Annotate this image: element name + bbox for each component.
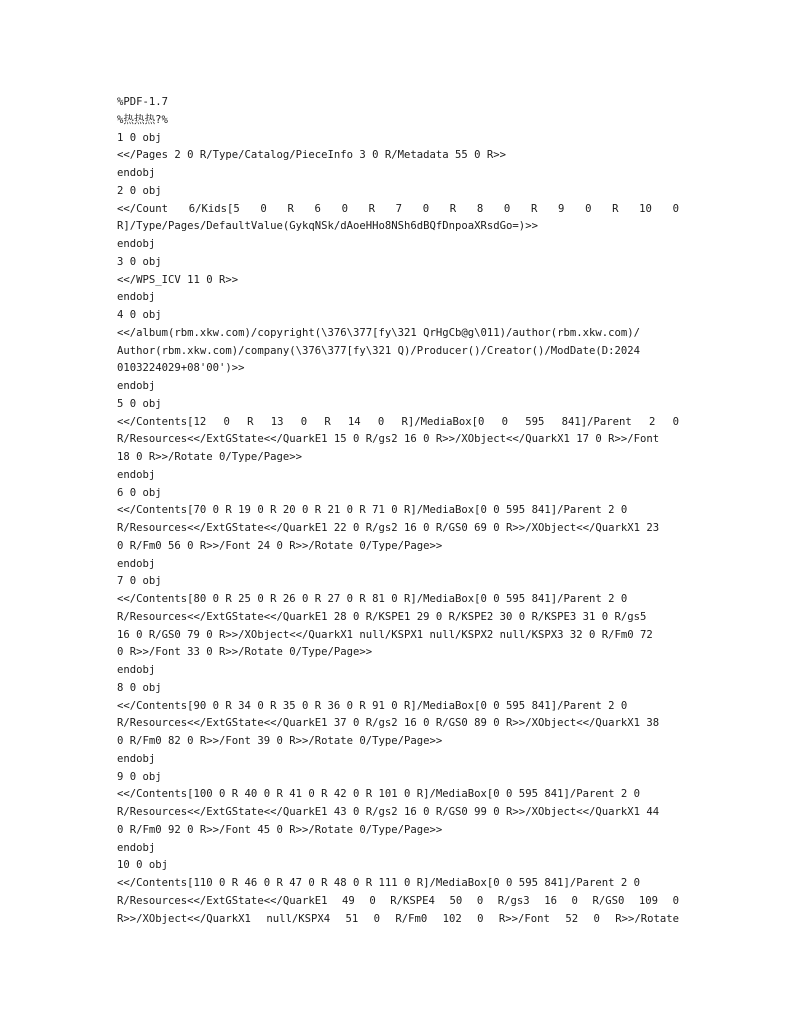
text-line: %PDF-1.7 — [117, 96, 169, 108]
text-line: 1 0 obj — [117, 131, 162, 144]
text-line: 16 0 R/GS0 79 0 R>>/XObject<</QuarkX1 null/KSPX1 null/KSPX2 null/KSPX3 32 0 R/Fm0 72 — [117, 628, 653, 641]
text-line: <</Contents[70 0 R 19 0 R 20 0 R 21 0 R 71 0 R]/MediaBox[0 0 595 841]/Parent 2 0 — [117, 504, 628, 517]
text-line: 18 0 R>>/Rotate 0/Type/Page>> — [117, 451, 302, 463]
text-line: endobj — [117, 468, 156, 481]
text-line: 0 R/Fm0 82 0 R>>/Font 39 0 R>>/Rotate 0/Type/Page>> — [117, 735, 443, 747]
text-line: endobj — [117, 167, 156, 179]
text-line: R]/Type/Pages/DefaultValue(GykqNSk/dAoeHHo8NSh6dBQfDnpoaXRsdGo=)>> — [117, 220, 538, 233]
text-line: endobj — [117, 752, 156, 765]
text-line: 4 0 obj — [117, 309, 162, 321]
text-line: endobj — [117, 557, 156, 570]
text-line: 8 0 obj — [117, 681, 162, 694]
text-line: <</Contents[80 0 R 25 0 R 26 0 R 27 0 R 81 0 R]/MediaBox[0 0 595 841]/Parent 2 0 — [117, 593, 628, 605]
text-line: <</Pages 2 0 R/Type/Catalog/PieceInfo 3 0 R/Metadata 55 0 R>> — [117, 149, 507, 162]
text-line: %热热热?% — [117, 113, 168, 126]
text-line: endobj — [117, 664, 156, 676]
text-line: 0 R>>/Font 33 0 R>>/Rotate 0/Type/Page>> — [117, 646, 373, 659]
text-line: endobj — [117, 841, 156, 854]
text-line: <</Contents[110 0 R 46 0 R 47 0 R 48 0 R 111 0 R]/MediaBox[0 0 595 841]/Parent 2 0 — [117, 877, 640, 889]
text-line: <</Contents[90 0 R 34 0 R 35 0 R 36 0 R 91 0 R]/MediaBox[0 0 595 841]/Parent 2 0 — [117, 699, 628, 712]
text-line: <</WPS_ICV 11 0 R>> — [117, 273, 239, 286]
text-line: R/Resources<</ExtGState<</QuarkE1 43 0 R/gs2 16 0 R/GS0 99 0 R>>/XObject<</QuarkX1 44 — [117, 806, 660, 818]
text-line: 2 0 obj — [117, 184, 162, 197]
text-line: endobj — [117, 291, 156, 304]
pdf-source-text — [117, 94, 679, 928]
text-line: 5 0 obj — [117, 397, 162, 410]
text-line: <</Contents[12 0 R 13 0 R 14 0 R]/MediaBox[0 0 595 841]/Parent 2 0 — [117, 415, 679, 428]
text-line: 3 0 obj — [117, 255, 162, 268]
text-line: 0103224029+08'00')>> — [117, 362, 245, 375]
text-line: 0 R/Fm0 56 0 R>>/Font 24 0 R>>/Rotate 0/Type/Page>> — [117, 539, 443, 552]
text-line: Author(rbm.xkw.com)/company(\376\377[fy\321 Q)/Producer()/Creator()/ModDate(D:2024 — [117, 344, 640, 357]
text-line: 7 0 obj — [117, 575, 162, 588]
text-line: R/Resources<</ExtGState<</QuarkE1 15 0 R/gs2 16 0 R>>/XObject<</QuarkX1 17 0 R>>/Font — [117, 433, 660, 446]
text-line: R>>/XObject<</QuarkX1 null/KSPX4 51 0 R/Fm0 102 0 R>>/Font 52 0 R>>/Rotate — [117, 912, 679, 925]
text-line: 10 0 obj — [117, 859, 169, 872]
text-line: <</Count 6/Kids[5 0 R 6 0 R 7 0 R 8 0 R 9 0 R 10 0 — [117, 202, 679, 215]
text-line: 9 0 obj — [117, 770, 162, 783]
text-line: endobj — [117, 238, 156, 250]
text-line: 0 R/Fm0 92 0 R>>/Font 45 0 R>>/Rotate 0/Type/Page>> — [117, 823, 443, 836]
text-line: <</Contents[100 0 R 40 0 R 41 0 R 42 0 R 101 0 R]/MediaBox[0 0 595 841]/Parent 2 0 — [117, 788, 640, 801]
text-line: R/Resources<</ExtGState<</QuarkE1 28 0 R/KSPE1 29 0 R/KSPE2 30 0 R/KSPE3 31 0 R/gs5 — [117, 610, 647, 623]
text-line: R/Resources<</ExtGState<</QuarkE1 22 0 R/gs2 16 0 R/GS0 69 0 R>>/XObject<</QuarkX1 23 — [117, 522, 660, 534]
text-line: R/Resources<</ExtGState<</QuarkE1 49 0 R/KSPE4 50 0 R/gs3 16 0 R/GS0 109 0 — [117, 894, 679, 907]
text-line: 6 0 obj — [117, 486, 162, 499]
text-line: <</album(rbm.xkw.com)/copyright(\376\377[fy\321 QrHgCb@g\011)/author(rbm.xkw.com)/ — [117, 326, 640, 339]
text-line: R/Resources<</ExtGState<</QuarkE1 37 0 R/gs2 16 0 R/GS0 89 0 R>>/XObject<</QuarkX1 38 — [117, 717, 660, 730]
text-line: endobj — [117, 380, 156, 392]
